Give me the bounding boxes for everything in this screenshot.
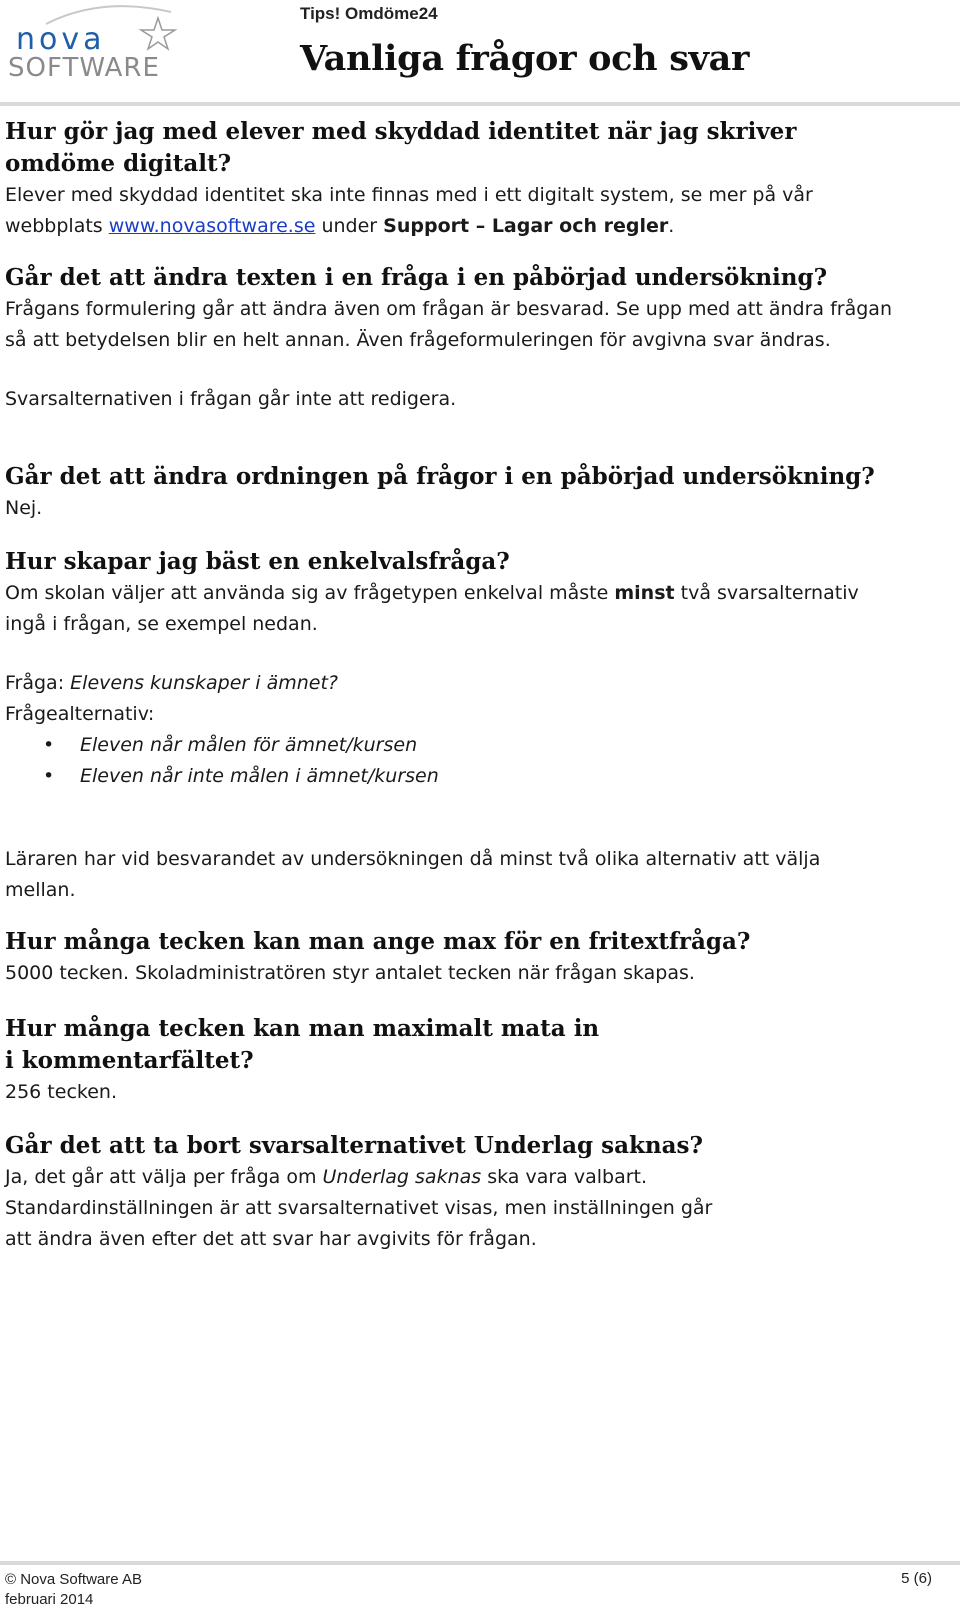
faq-question-7: Går det att ta bort svarsalternativet Underlag saknas? [5,1132,703,1159]
footer-divider [0,1561,960,1565]
footer-info [5,1570,142,1610]
faq-answer-5: 5000 tecken. Skoladministratören styr antalet tecken när frågan skapas. [5,962,695,984]
faq-answer-7-detail: Standardinställningen är att svarsalternativet visas, men inställningen går att ändra även efter det att svar har avgivits för frågan. [5,1197,713,1250]
faq-answer-2-note: Svarsalternativen i frågan går inte att redigera. [5,388,457,410]
faq-answer-4: Om skolan väljer att använda sig av frågetypen enkelval måste minst två svarsalternativ ingå i frågan, se exempel nedan. [5,582,859,635]
footer-date: februari 2014 [5,1591,94,1608]
svg-text:nova: nova [16,22,106,57]
faq-question-3: Går det att ändra ordningen på frågor i en påbörjad undersökning? [5,463,875,490]
list-item: • Eleven når målen för ämnet/kursen [5,730,905,761]
faq-question-4: Hur skapar jag bäst en enkelvalsfråga? [5,548,510,575]
faq-answer-2: Frågans formulering går att ändra även om frågan är besvarad. Se upp med att ändra frågan så att betydelsen blir en helt annan. Även frågeformuleringen för avgivna svar ändras. [5,298,892,351]
faq-question-1: Hur gör jag med elever med skyddad identitet när jag skriver omdöme digitalt? [5,118,797,177]
example-alternatives-list [5,730,905,792]
footer-copyright: © Nova Software AB [5,1571,142,1588]
bullet-icon: • [43,734,55,756]
faq-question-5: Hur många tecken kan man ange max för en fritextfråga? [5,928,751,955]
page-number: 5 (6) [901,1570,932,1587]
faq-answer-7: Ja, det går att välja per fråga om Underlag saknas ska vara valbart. [5,1166,648,1188]
list-item: • Eleven når inte målen i ämnet/kursen [5,761,905,792]
faq-answer-1-line1: Elever med skyddad identitet ska inte finnas med i ett digitalt system, se mer på vår [5,184,813,206]
faq-content [5,116,905,1255]
faq-question-6: Hur många tecken kan man maximalt mata in i kommentarfältet? [5,1015,600,1074]
faq-question-2: Går det att ändra texten i en fråga i en påbörjad undersökning? [5,264,828,291]
faq-answer-6: 256 tecken. [5,1081,117,1103]
svg-text:SOFTWARE: SOFTWARE [8,53,160,82]
document-tag: Tips! Omdöme24 [300,4,438,23]
faq-answer-1-line2: webbplats www.novasoftware.se under Support – Lagar och regler. [5,215,675,237]
bullet-icon: • [43,765,55,787]
nova-software-logo [6,2,196,82]
example-alternatives-label: Frågealternativ: [5,703,155,725]
novasoftware-link[interactable]: www.novasoftware.se [108,215,316,237]
faq-answer-4-summary: Läraren har vid besvarandet av undersökningen då minst två olika alternativ att välja mellan. [5,848,821,901]
page-title: Vanliga frågor och svar [300,38,750,79]
example-question: Fråga: Elevens kunskaper i ämnet? [5,672,339,694]
faq-answer-3: Nej. [5,497,43,519]
header-divider [0,102,960,106]
